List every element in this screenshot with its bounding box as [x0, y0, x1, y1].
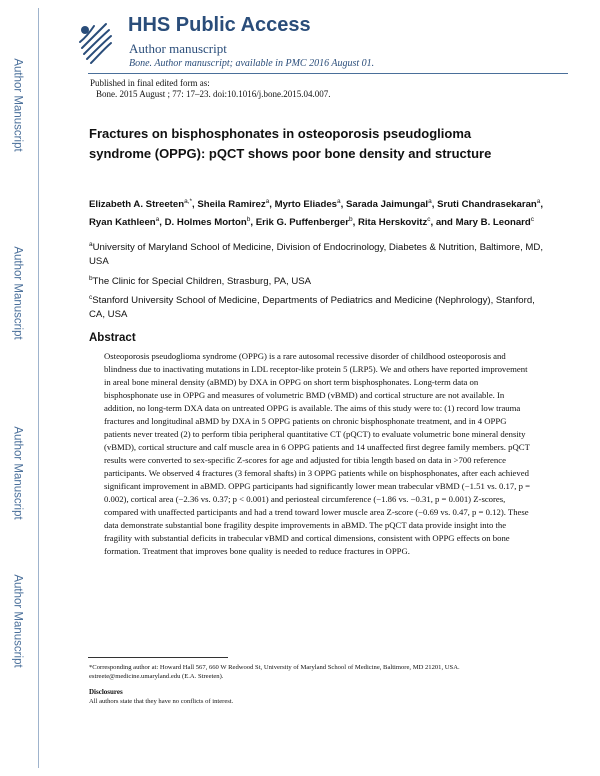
author-name: Myrto Eliades — [274, 199, 337, 211]
article-title: Fractures on bisphosphonates in osteoporosis pseudoglioma syndrome (OPPG): pQCT shows poor bone density and structure — [89, 126, 492, 161]
author-affiliation-mark: a — [536, 198, 541, 205]
author-name: Erik G. Puffenberger — [255, 216, 349, 228]
author-name: Rita Herskovitz — [357, 216, 428, 228]
abstract-heading: Abstract — [89, 332, 136, 344]
author-affiliation-mark: c — [530, 215, 534, 223]
affiliation-b: $^b$The Clinic for Special Children, Strasburg, PA, USA — [89, 275, 312, 288]
author-affiliation-mark: a — [337, 198, 341, 205]
abstract-text: Osteoporosis pseudoglioma syndrome (OPPG) is a rare autosomal recessive disorder of childhood osteoporosis and blindness due to inactivating mutations in LDL receptor-like protein 5 (LRP5). We and others have reported improvement in areal bone mineral density (aBMD) by DXA in OPPG on short term bisphosphonates. Long-term data on bisphosphonate use in OPPG and measures of volumetric BMD (vBMD) and cortical structure are not available. In addition, no long-term DXA data on untreated OPPG is available. The aims of this study were to: (1) record low trauma fractures and longitudinal aBMD by DXA in 5 OPPG patients on chronic bisphosphonate treatment, and in 4 OPPG patients never treated (2) to perform tibia peripheral quantitative CT (pQCT) to evaluate volumetric bone mineral density (vBMD), cortical structure and calf muscle area in 6 OPPG patients and 14 unaffected first degree family members. pQCT results were converted to sex-specific Z-scores for age and adjusted for tibia length based on data in >700 reference participants. We observed 4 fractures (3 femoral shafts) in 3 OPPG patients while on bisphosphonates, after each achieved significant improvement in aBMD. OPPG participants had significantly lower mean trabecular vBMD (−1.51 vs. 0.17, p = 0.002), cortical area (−2.36 vs. 0.37; p < 0.001) and periosteal circumference (−1.86 vs. −0.31, p = 0.001) Z-scores, compared with unaffected participants and had a trend toward lower muscle area Z-score (−0.69 vs. 0.47, p = 0.12). These data demonstrate substantial bone fragility despite improvements in aBMD. The pQCT data provide insight into the fragility with substantial deficits in trabecular vBMD and cortical dimensions, consistent with OPPG effects on bone formation. Treatment that improves bone quality is needed to reduce fractures in OPPG. — [104, 351, 530, 557]
corresponding-author-footnote: *Corresponding author at: Howard Hall 567, 660 W Redwood St, University of Maryland School of Medicine, Baltimore, MD 21201, USA. estreete@medicine.umaryland.edu (E.A. Streeten). — [89, 664, 460, 680]
affiliation-a: $^a$University of Maryland School of Medicine, Division of Endocrinology, Diabetes & Nutrition, Baltimore, MD, USA — [89, 241, 544, 268]
author-name: D. Holmes Morton — [164, 216, 247, 228]
author-name: Sarada Jaimungal — [345, 199, 429, 211]
author-affiliation-mark: a,* — [184, 198, 193, 205]
author-name: Sruti Chandrasekaran — [437, 199, 537, 211]
sidebar-label: Author Manuscript — [12, 246, 25, 340]
author-affiliation-mark: a — [155, 215, 160, 223]
author-name: Elizabeth A. Streeten — [89, 199, 185, 211]
author-name: Sheila Ramirez — [197, 199, 266, 211]
sidebar-divider — [38, 8, 39, 768]
author-affiliation-mark: b — [348, 215, 353, 223]
hhs-eagle-logo-icon — [76, 18, 114, 66]
author-manuscript-sidebar — [0, 0, 36, 776]
header-title: HHS Public Access — [128, 14, 311, 36]
author-name: Ryan Kathleen — [89, 216, 156, 228]
availability-note: Bone. Author manuscript; available in PMC 2016 August 01. — [129, 58, 375, 69]
author-affiliation-mark: c — [427, 215, 431, 223]
author-affiliation-mark: a — [265, 198, 270, 205]
sidebar-label: Author Manuscript — [12, 574, 25, 668]
footnote-divider — [88, 657, 228, 658]
published-label: Published in final edited form as: — [90, 78, 210, 88]
author-list: Elizabeth A. Streeten$^{a,*}$, Sheila Ramirez$^a$, Myrto Eliades$^a$, Sarada Jaimungal$^a$, Sruti Chandrasekaran$^a$, Ryan Kathleen$^a$, D. Holmes Morton$^b$, Erik G. Puffenberger$^b$, Rita Herskovitz$^c$, and Mary B. Leonard$^c$ — [89, 198, 544, 228]
author-affiliation-mark: a — [428, 198, 432, 205]
sidebar-label: Author Manuscript — [12, 58, 25, 152]
disclosures-heading: Disclosures — [89, 688, 123, 696]
disclosures-text: All authors state that they have no conflicts of interest. — [89, 698, 234, 705]
citation-line: Bone. 2015 August ; 77: 17–23. doi:10.1016/j.bone.2015.04.007. — [96, 89, 331, 99]
header-divider — [88, 73, 568, 74]
sidebar-label: Author Manuscript — [12, 426, 25, 520]
affiliation-c: $^c$Stanford University School of Medicine, Departments of Pediatrics and Medicine (Nephrology), Stanford, CA, USA — [89, 294, 535, 321]
header-subtitle: Author manuscript — [129, 41, 227, 56]
author-affiliation-mark: b — [246, 215, 251, 223]
author-name: Mary B. Leonard — [455, 216, 531, 228]
